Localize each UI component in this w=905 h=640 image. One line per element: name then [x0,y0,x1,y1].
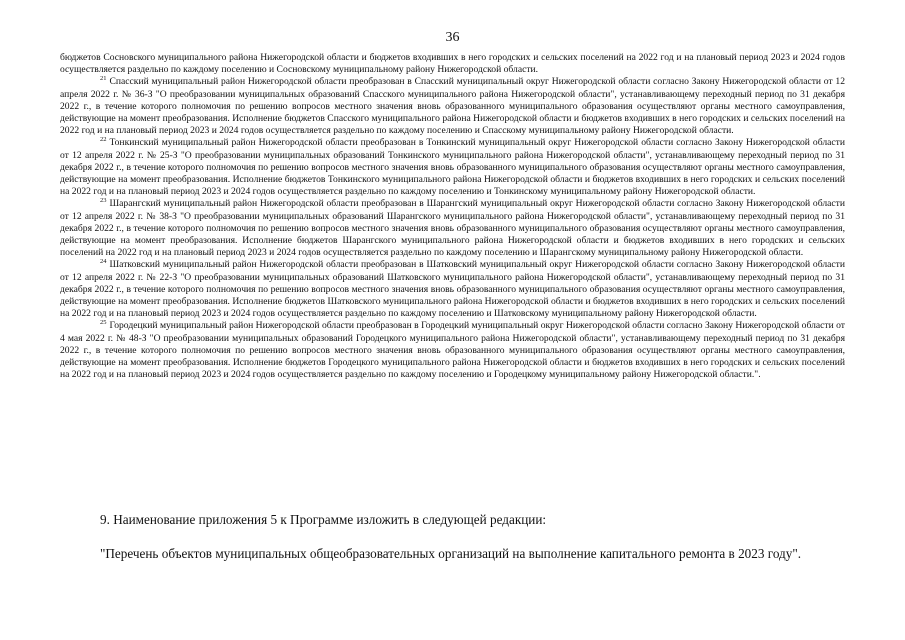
quote-text: "Перечень объектов муниципальных общеобразовательных организаций на выполнение капитального ремонта в 2023 году". [100,546,802,561]
footnote-mark: 22 [100,136,107,144]
appendix-title-quote [60,540,845,567]
footnote-text: Шатковский муниципальный район Нижегородской области преобразован в Шатковский муниципальный округ Нижегородской области согласно Закону Нижегородской области от 12 апреля 2022 г. № 22-З "О преобразовании муниципальных образований Шатковского муниципального района Нижегородской области", устанавливающему переходный период по 31 декабря 2022 г., в течение которого полномочия по решению вопросов местного значения вновь образованного муниципального образования осуществляют органы местного самоуправления, действующие на момент преобразования. Исполнение бюджетов Шатковского муниципального района Нижегородской области и бюджетов входивших в него городских и сельских поселений на 2022 год и на плановый период 2023 и 2024 годов осуществляется раздельно по каждому поселению и Шатковскому муниципальному району Нижегородской области. [60,259,845,320]
footnotes-section [60,52,845,381]
item-9-text: 9. Наименование приложения 5 к Программе изложить в следующей редакции: [100,512,547,527]
footnote-25 [60,320,845,381]
footnote-text: Городецкий муниципальный район Нижегородской области преобразован в Городецкий муниципальный округ Нижегородской области согласно Закону Нижегородской области от 4 мая 2022 г. № 48-З "О преобразовании муниципальных образований Городецкого муниципального района Нижегородской области", устанавливающему переходный период по 31 декабря 2022 г., в течение которого полномочия по решению вопросов местного значения вновь образованного муниципального образования осуществляют органы местного самоуправления, действующие на момент преобразования. Исполнение бюджетов Городецкого муниципального района Нижегородской области и бюджетов входивших в него городских и сельских поселений на 2022 год и на плановый период 2023 и 2024 годов осуществляется раздельно по каждому поселению и Городецкому муниципальному району Нижегородской области.". [60,320,845,381]
footnote-23 [60,198,845,259]
footnote-mark: 24 [100,258,107,266]
footnote-text: Спасский муниципальный район Нижегородской области преобразован в Спасский муниципальный округ Нижегородской области согласно Закону Нижегородской области от 12 апреля 2022 г. № 36-З "О преобразовании муниципальных образований Спасского муниципального района Нижегородской области", устанавливающему переходный период по 31 декабря 2022 г., в течение которого полномочия по решению вопросов местного значения вновь образованного муниципального образования осуществляют органы местного самоуправления, действующие на момент преобразования. Исполнение бюджетов Спасского муниципального района Нижегородской области и бюджетов входивших в него городских и сельских поселений на 2022 год и на плановый период 2023 и 2024 годов осуществляется раздельно по каждому поселению и Спасскому муниципальному району Нижегородской области. [60,76,845,137]
footnote-continuation: бюджетов Сосновского муниципального района Нижегородской области и бюджетов входивших в него городских и сельских поселений на 2022 год и на плановый период 2023 и 2024 годов осуществляется раздельно по каждому поселению и Сосновскому муниципальному району Нижегородской области. [60,52,845,76]
footnote-mark: 21 [100,75,107,83]
footnote-21 [60,76,845,137]
page-number: 36 [445,30,460,45]
footnote-mark: 25 [100,319,107,327]
footnote-24 [60,259,845,320]
amendment-item-9 [60,512,845,528]
footnote-mark: 23 [100,197,107,205]
footnote-text: Тонкинский муниципальный район Нижегородской области преобразован в Тонкинский муниципальный округ Нижегородской области согласно Закону Нижегородской области от 12 апреля 2022 г. № 25-З "О преобразовании муниципальных образований Тонкинского муниципального района Нижегородской области", устанавливающему переходный период по 31 декабря 2022 г., в течение которого полномочия по решению вопросов местного значения вновь образованного муниципального образования осуществляют органы местного самоуправления, действующие на момент преобразования. Исполнение бюджетов Тонкинского муниципального района Нижегородской области и бюджетов входивших в него городских и сельских поселений на 2022 год и на плановый период 2023 и 2024 годов осуществляется раздельно по каждому поселению и Тонкинскому муниципальному району Нижегородской области. [60,137,845,198]
footnote-22 [60,137,845,198]
footnote-text: Шарангский муниципальный район Нижегородской области преобразован в Шарангский муниципальный округ Нижегородской области согласно Закону Нижегородской области от 12 апреля 2022 г. № 38-З "О преобразовании муниципальных образований Шарангского муниципального района Нижегородской области", устанавливающему переходный период по 31 декабря 2022 г., в течение которого полномочия по решению вопросов местного значения вновь образованного муниципального образования осуществляют органы местного самоуправления, действующие на момент преобразования. Исполнение бюджетов Шарангского муниципального района Нижегородской области и бюджетов входивших в него городских и сельских поселений на 2022 год и на плановый период 2023 и 2024 годов осуществляется раздельно по каждому поселению и Шарангскому муниципальному району Нижегородской области. [60,198,845,259]
